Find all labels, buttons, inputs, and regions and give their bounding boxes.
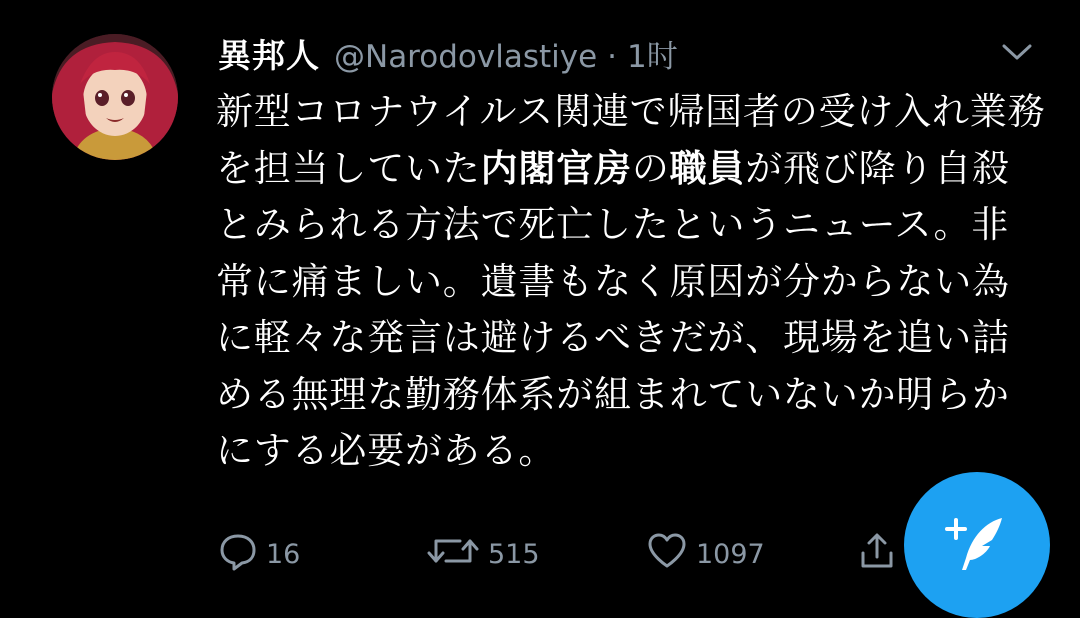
reply-icon bbox=[218, 531, 266, 578]
avatar-image bbox=[52, 34, 178, 160]
retweet-button[interactable] bbox=[426, 530, 540, 578]
retweet-icon bbox=[426, 531, 488, 578]
reply-button[interactable] bbox=[218, 530, 300, 578]
tweet-text-part-3: が飛び降り自殺とみられる方法で死亡したというニュース。非常に痛ましい。遺書もなく原因が分からない為に軽々な発言は避けるべきだが、現場を追い詰める無理な勤務体系が組まれていないか明らかにする必要がある。 bbox=[216, 146, 1010, 472]
user-handle[interactable]: @Narodovlastiye bbox=[334, 39, 598, 75]
tweet-text-bold-1: 内閣官房 bbox=[480, 146, 632, 190]
tweet-text-part-2: の bbox=[631, 146, 670, 190]
tweet-header bbox=[218, 30, 678, 82]
separator-dot: · bbox=[607, 39, 618, 75]
avatar[interactable] bbox=[52, 34, 178, 160]
compose-tweet-button[interactable] bbox=[904, 472, 1050, 618]
compose-tweet-icon bbox=[942, 508, 1012, 582]
tweet-text-bold-2: 職員 bbox=[669, 146, 746, 190]
display-name[interactable]: 異邦人 bbox=[218, 36, 320, 75]
reply-count: 16 bbox=[266, 538, 301, 570]
retweet-count: 515 bbox=[488, 538, 540, 570]
share-button[interactable] bbox=[858, 530, 904, 578]
tweet-text bbox=[216, 84, 1046, 480]
timestamp[interactable]: 1时 bbox=[627, 39, 678, 75]
like-button[interactable] bbox=[646, 530, 765, 578]
heart-icon bbox=[646, 531, 696, 578]
like-count: 1097 bbox=[696, 538, 765, 570]
share-icon bbox=[858, 531, 904, 578]
chevron-down-icon[interactable] bbox=[1000, 40, 1034, 64]
tweet-text-part-1: 新型コロナウイルス関連で帰国者の受け入れ業務を担当していた bbox=[216, 90, 1046, 190]
